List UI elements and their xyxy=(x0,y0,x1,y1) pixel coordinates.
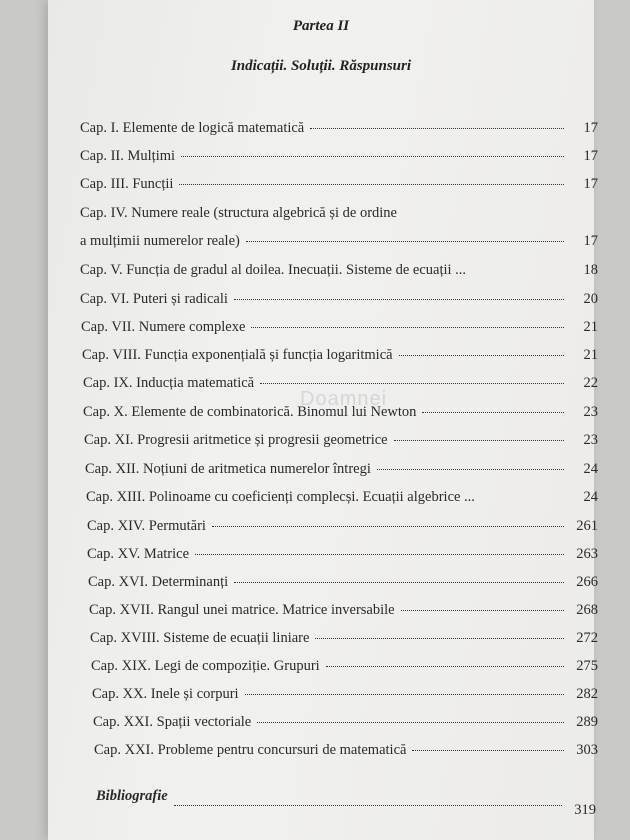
toc-entry xyxy=(80,148,598,165)
toc-page-number: 23 xyxy=(583,432,598,448)
toc-label: Cap. XIII. Polinoame cu coeficienți complecși. Ecuații algebrice ... xyxy=(86,489,475,505)
toc-page-number: 17 xyxy=(583,176,598,192)
toc-label: Cap. XVI. Determinanți xyxy=(88,574,229,590)
toc-entry xyxy=(81,319,598,336)
toc-label: Bibliografie xyxy=(96,788,168,804)
toc-leader-dots xyxy=(399,355,564,356)
toc-page-number: 266 xyxy=(576,574,598,590)
toc-label: Cap. XV. Matrice xyxy=(87,546,190,562)
toc-label: Cap. XX. Inele și corpuri xyxy=(92,686,239,702)
toc-page-number: 268 xyxy=(576,602,598,618)
toc-entry xyxy=(91,658,598,675)
toc-label: Cap. X. Elemente de combinatorică. Binomul lui Newton xyxy=(83,404,417,420)
toc-page-number: 24 xyxy=(583,489,598,505)
toc-leader-dots xyxy=(234,582,564,583)
toc-entry xyxy=(86,489,598,506)
toc-entry xyxy=(87,546,598,563)
toc-leader-dots xyxy=(315,638,564,639)
toc-page-number: 275 xyxy=(576,658,598,674)
toc-entry xyxy=(80,120,598,137)
toc-leader-dots xyxy=(260,383,564,384)
toc-entry xyxy=(80,262,598,279)
toc-entry xyxy=(89,602,598,619)
toc-page-number: 18 xyxy=(583,262,598,278)
toc-leader-dots xyxy=(245,694,564,695)
toc-entry xyxy=(85,461,598,478)
toc-page-number: 21 xyxy=(583,319,598,335)
toc-page-number: 282 xyxy=(576,686,598,702)
toc-leader-dots xyxy=(377,469,564,470)
toc-page-number: 17 xyxy=(583,120,598,136)
toc-entry xyxy=(80,291,598,308)
part-title: Partea II xyxy=(292,18,350,34)
toc-entry xyxy=(84,432,598,449)
toc-label: Cap. VII. Numere complexe xyxy=(81,319,246,335)
toc-leader-dots xyxy=(195,554,564,555)
toc-leader-dots xyxy=(174,805,562,806)
toc-leader-dots xyxy=(310,128,564,129)
toc-label: Cap. VI. Puteri și radicali xyxy=(80,291,228,307)
toc-entry xyxy=(82,347,598,364)
toc-label: Cap. XVIII. Sisteme de ecuații liniare xyxy=(90,630,310,646)
toc-entry xyxy=(90,630,598,647)
watermark: Doamnei xyxy=(300,388,388,410)
toc-leader-dots xyxy=(251,327,564,328)
toc-leader-dots xyxy=(181,156,564,157)
toc-leader-dots xyxy=(412,750,564,751)
toc-page-number: 20 xyxy=(583,291,598,307)
toc-entry xyxy=(83,375,598,392)
toc-entry xyxy=(93,714,598,731)
toc-label: Cap. V. Funcția de gradul al doilea. Inecuații. Sisteme de ecuații ... xyxy=(80,262,467,278)
toc-label: Cap. XII. Noțiuni de aritmetica numerelor întregi xyxy=(85,461,371,477)
toc-label: Cap. VIII. Funcția exponențială și funcția logaritmică xyxy=(82,347,393,363)
toc-leader-dots xyxy=(212,526,564,527)
toc-entry-bibliography xyxy=(96,788,596,818)
toc-page-number: 21 xyxy=(583,347,598,363)
toc-page-number: 289 xyxy=(576,714,598,730)
toc-label: Cap. XXI. Spații vectoriale xyxy=(93,714,252,730)
toc-page-number: 263 xyxy=(576,546,598,562)
toc-page-number: 319 xyxy=(574,802,596,818)
toc-page-number: 24 xyxy=(583,461,598,477)
toc-label: Cap. XIV. Permutări xyxy=(87,518,206,534)
toc-leader-dots xyxy=(257,722,564,723)
toc-label: Cap. III. Funcții xyxy=(80,176,174,192)
toc-entry xyxy=(80,233,598,250)
toc-leader-dots xyxy=(394,440,564,441)
toc-leader-dots xyxy=(246,241,564,242)
toc-label: a mulțimii numerelor reale) xyxy=(80,233,240,249)
toc-leader-dots xyxy=(179,184,564,185)
toc-entry xyxy=(88,574,598,591)
toc-page-number: 17 xyxy=(583,233,598,249)
toc-page-number: 272 xyxy=(576,630,598,646)
toc-label: Cap. XXI. Probleme pentru concursuri de matematică xyxy=(94,742,407,758)
toc-page-number: 261 xyxy=(576,518,598,534)
toc-label-first-line: Cap. IV. Numere reale (structura algebrică și de ordine xyxy=(80,205,397,221)
toc-label: Cap. XI. Progresii aritmetice și progresii geometrice xyxy=(84,432,388,448)
toc-page-number: 23 xyxy=(583,404,598,420)
toc-entry xyxy=(94,742,598,759)
toc-label: Cap. IX. Inducția matematică xyxy=(83,375,255,391)
toc-entry xyxy=(83,404,598,421)
toc-leader-dots xyxy=(326,666,564,667)
toc-label: Cap. II. Mulțimi xyxy=(80,148,176,164)
toc-entry xyxy=(92,686,598,703)
section-subtitle: Indicații. Soluții. Răspunsuri xyxy=(230,58,412,74)
toc-page-number: 17 xyxy=(583,148,598,164)
toc-leader-dots xyxy=(401,610,564,611)
toc-label: Cap. XVII. Rangul unei matrice. Matrice inversabile xyxy=(89,602,395,618)
toc-leader-dots xyxy=(234,299,564,300)
toc-label: Cap. I. Elemente de logică matematică xyxy=(80,120,305,136)
toc-page-number: 303 xyxy=(576,742,598,758)
toc-label: Cap. XIX. Legi de compoziție. Grupuri xyxy=(91,658,320,674)
toc-entry xyxy=(87,518,598,535)
toc-leader-dots xyxy=(422,412,564,413)
toc-entry xyxy=(80,176,598,193)
book-page xyxy=(48,0,598,840)
toc-page-number: 22 xyxy=(583,375,598,391)
